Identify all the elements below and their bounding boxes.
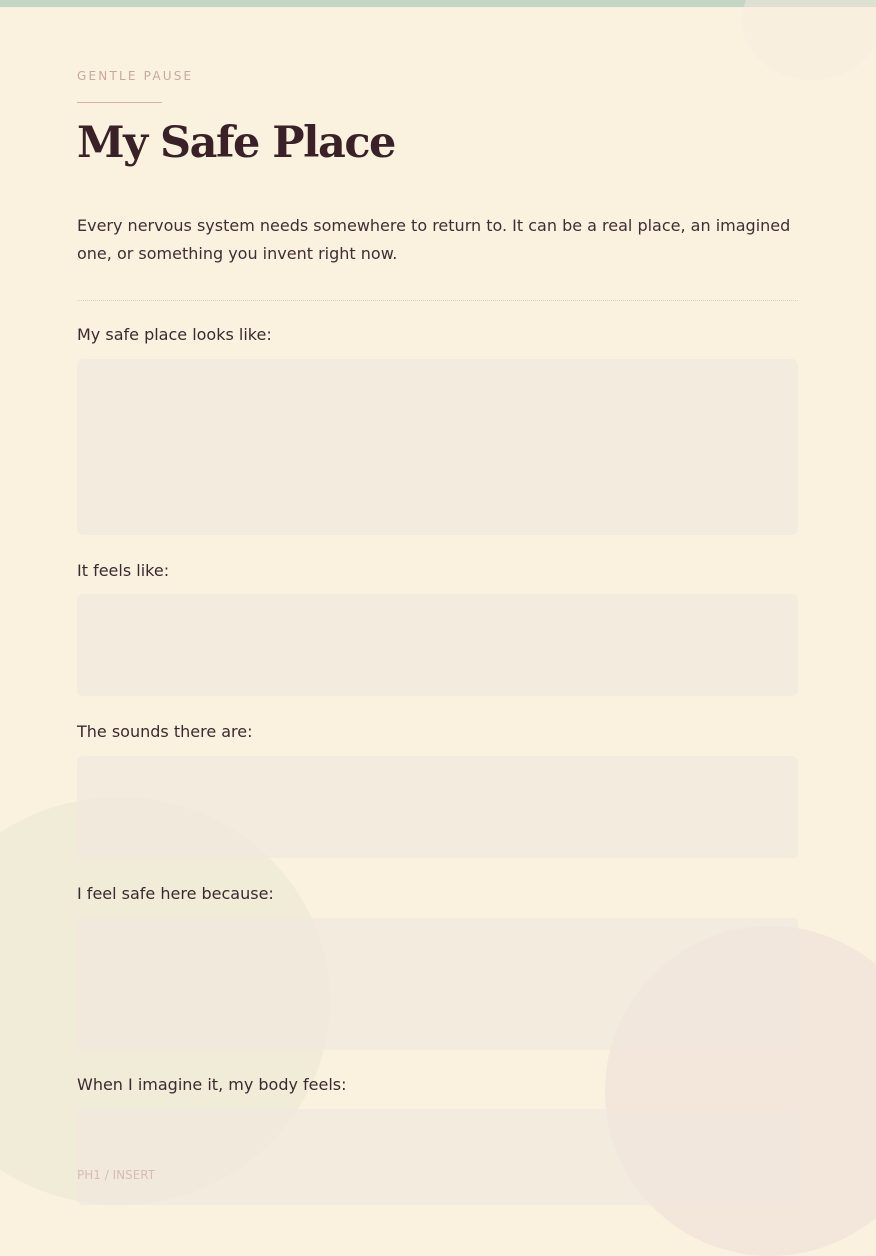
- page-footer: PH1 / INSERT: [77, 1168, 156, 1182]
- answer-field-body-feels[interactable]: [77, 1109, 798, 1205]
- intro-paragraph: Every nervous system needs somewhere to return to. It can be a real place, an imagined one, or something you invent right now.: [77, 216, 791, 263]
- section-divider: [77, 300, 798, 301]
- prompt-label-looks-like: My safe place looks like:: [77, 325, 272, 344]
- answer-field-sounds[interactable]: [77, 756, 798, 858]
- answer-field-looks-like[interactable]: [77, 359, 798, 535]
- prompt-label-body-feels: When I imagine it, my body feels:: [77, 1075, 347, 1094]
- prompt-label-feels-like: It feels like:: [77, 561, 170, 580]
- title-accent-rule: [77, 102, 162, 103]
- prompt-label-safe-because: I feel safe here because:: [77, 884, 274, 903]
- top-accent-stripe: [0, 0, 876, 7]
- decorative-circle-top-right: [742, 0, 876, 80]
- answer-field-feels-like[interactable]: [77, 594, 798, 696]
- eyebrow-label: GENTLE PAUSE: [77, 69, 194, 83]
- answer-field-safe-because[interactable]: [77, 918, 798, 1050]
- prompt-label-sounds: The sounds there are:: [77, 722, 253, 741]
- page-title: My Safe Place: [77, 118, 395, 168]
